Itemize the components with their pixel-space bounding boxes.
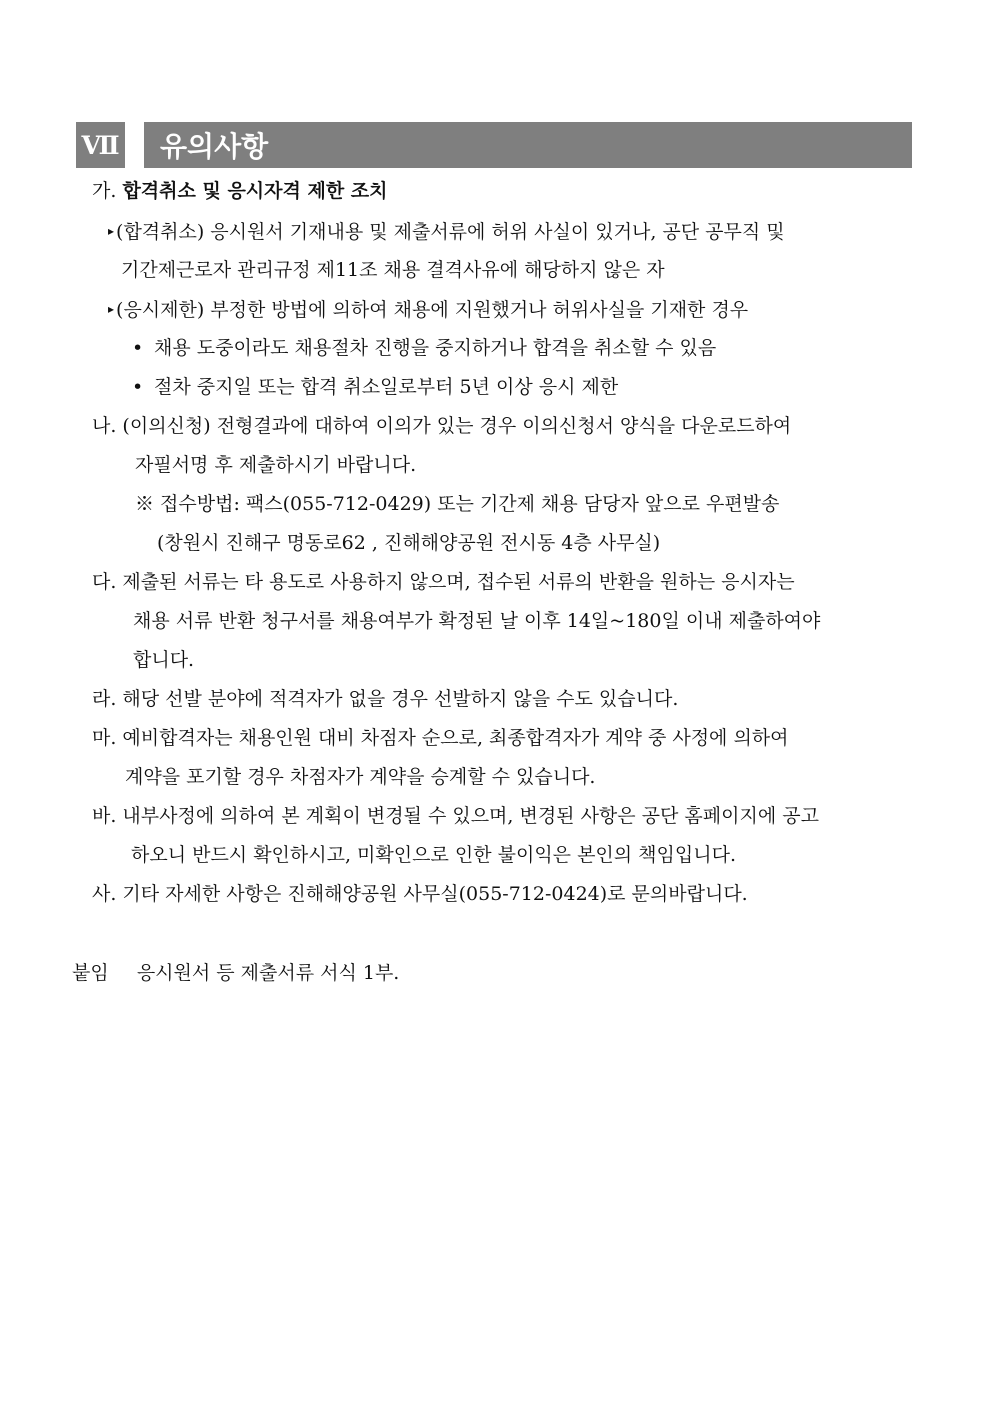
item-ga-sub2-text: (응시제한) 부정한 방법에 의하여 채용에 지원했거나 허위사실을 기재한 경우	[116, 299, 749, 321]
item-ga-bullet1	[132, 336, 716, 360]
item-ra-line1: 라. 해당 선발 분야에 적격자가 없을 경우 선발하지 않을 수도 있습니다.	[92, 688, 679, 710]
item-da-line1: 다. 제출된 서류는 타 용도로 사용하지 않으며, 접수된 서류의 반환을 원하는 응시자는	[92, 571, 795, 593]
item-ga-sub1	[108, 219, 785, 244]
item-na-line1: 나. (이의신청) 전형결과에 대하여 이의가 있는 경우 이의신청서 양식을 다운로드하여	[92, 415, 792, 437]
triangle-bullet-icon: ▸	[108, 302, 115, 316]
triangle-bullet-icon: ▸	[108, 224, 115, 238]
item-ga-heading	[92, 179, 388, 203]
item-na-note2: (창원시 진해구 명동로62 , 진해해양공원 전시동 4층 사무실)	[157, 532, 661, 554]
item-ga-sub2	[108, 297, 748, 322]
item-ga-bullet2	[132, 375, 618, 399]
item-ga-bullet2-text: 절차 중지일 또는 합격 취소일로부터 5년 이상 응시 제한	[154, 376, 619, 398]
item-ma-line1: 마. 예비합격자는 채용인원 대비 차점자 순으로, 최종합격자가 계약 중 사정에 의하여	[92, 727, 789, 749]
item-ga-sub1-cont: 기간제근로자 관리규정 제11조 채용 결격사유에 해당하지 않은 자	[121, 259, 665, 281]
section-header	[76, 122, 912, 168]
item-ba-line1: 바. 내부사정에 의하여 본 계획이 변경될 수 있으며, 변경된 사항은 공단 홈페이지에 공고	[92, 805, 819, 827]
item-ga-title: 합격취소 및 응시자격 제한 조치	[122, 180, 388, 202]
attachment	[72, 961, 399, 985]
item-sa-line1: 사. 기타 자세한 사항은 진해해양공원 사무실(055-712-0424)로 문의바랍니다.	[92, 883, 748, 905]
bullet-dot-icon: •	[132, 337, 144, 359]
item-ga-label: 가.	[92, 180, 117, 202]
item-ma-line2: 계약을 포기할 경우 차점자가 계약을 승계할 수 있습니다.	[125, 766, 596, 788]
item-ga-sub1-text: (합격취소) 응시원서 기재내용 및 제출서류에 허위 사실이 있거나, 공단 공무직 및	[116, 221, 785, 243]
item-ba-line2: 하오니 반드시 확인하시고, 미확인으로 인한 불이익은 본인의 책임입니다.	[131, 844, 736, 866]
item-da-line3: 합니다.	[133, 649, 195, 671]
item-na-line2: 자필서명 후 제출하시기 바랍니다.	[135, 454, 417, 476]
item-da-line2: 채용 서류 반환 청구서를 채용여부가 확정된 날 이후 14일~180일 이내 제출하여야	[133, 610, 821, 632]
attachment-text: 응시원서 등 제출서류 서식 1부.	[136, 962, 400, 984]
bullet-dot-icon: •	[132, 376, 144, 398]
section-title: 유의사항	[144, 122, 912, 168]
item-na-note1: ※ 접수방법: 팩스(055-712-0429) 또는 기간제 채용 담당자 앞으로 우편발송	[135, 493, 780, 515]
attachment-label: 붙임	[72, 962, 109, 984]
section-number: Ⅶ	[76, 122, 125, 168]
item-ga-bullet1-text: 채용 도중이라도 채용절차 진행을 중지하거나 합격을 취소할 수 있음	[154, 337, 717, 359]
